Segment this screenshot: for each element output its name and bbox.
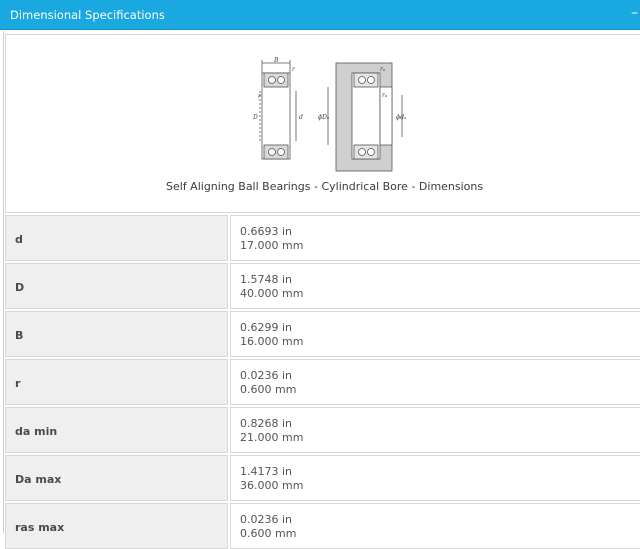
table-row: [5, 359, 640, 405]
value-in: 0.8268 in: [240, 417, 293, 430]
table-row: [5, 455, 640, 501]
label-r-top: r: [292, 66, 295, 73]
collapse-icon[interactable]: –: [631, 5, 638, 21]
label-r-side: r: [258, 93, 261, 100]
section-header[interactable]: [0, 0, 640, 30]
value-in: 0.0236 in: [240, 513, 293, 526]
table-row: [5, 503, 640, 549]
label-ra-side: rₐ: [382, 92, 388, 99]
spec-value: [230, 263, 640, 309]
label-d: d: [299, 114, 303, 121]
diagram-caption: Self Aligning Ball Bearings - Cylindrical Bore - Dimensions: [166, 180, 484, 193]
mounting-cross-section: [328, 63, 402, 171]
spec-label: D: [5, 263, 228, 309]
value-in: 0.0236 in: [240, 369, 293, 382]
value-mm: 17.000 mm: [240, 239, 304, 252]
value-in: 0.6693 in: [240, 225, 293, 238]
spec-value: [230, 407, 640, 453]
value-mm: 21.000 mm: [240, 431, 304, 444]
spec-value: [230, 215, 640, 261]
value-mm: 16.000 mm: [240, 335, 304, 348]
spec-label: da min: [5, 407, 228, 453]
spec-value: [230, 455, 640, 501]
spec-label: Da max: [5, 455, 228, 501]
label-da: ϕdₐ: [396, 114, 407, 121]
label-ra-top: rₐ: [380, 66, 386, 73]
table-row: [5, 263, 640, 309]
bearing-cross-section: [260, 60, 296, 159]
spec-value: [230, 359, 640, 405]
table-row: [5, 407, 640, 453]
bearing-dimension-diagram: [244, 55, 414, 175]
table-row: [5, 215, 640, 261]
spec-label: d: [5, 215, 228, 261]
value-in: 1.4173 in: [240, 465, 293, 478]
value-in: 0.6299 in: [240, 321, 293, 334]
value-in: 1.5748 in: [240, 273, 293, 286]
spec-label: r: [5, 359, 228, 405]
spec-value: [230, 503, 640, 549]
spec-value: [230, 311, 640, 357]
spec-label: ras max: [5, 503, 228, 549]
label-D: D: [253, 114, 258, 121]
value-mm: 0.600 mm: [240, 527, 297, 540]
section-title: Dimensional Specifications: [10, 8, 165, 22]
value-mm: 36.000 mm: [240, 479, 304, 492]
diagram-container: [5, 34, 640, 213]
value-mm: 40.000 mm: [240, 287, 304, 300]
table-row: [5, 311, 640, 357]
spec-label: B: [5, 311, 228, 357]
label-Da: ϕDₐ: [318, 114, 330, 121]
value-mm: 0.600 mm: [240, 383, 297, 396]
label-B: B: [274, 57, 279, 64]
